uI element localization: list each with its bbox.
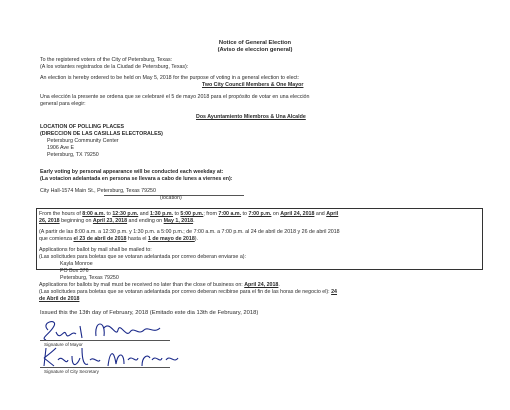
hours-line-1: From the hours of 8:00 a.m. to 12:30 p.m. and 1:30 p.m. to 5:00 p.m.; from 7:00 a.m. to 7:00 p.m. on April 24, 2018 and April [39, 211, 339, 217]
notice-title-es: (Aviso de eleccion general) [217, 47, 293, 53]
mail-line: Applications for ballot by mail shall be mailed to: [39, 247, 152, 253]
mail-line-es: (Las solicitudes para boletas que se votaran adelantada por correo deberan enviarse a): [39, 254, 247, 260]
hours-line-2: 26, 2018 beginning on April 23, 2018 and ending on May 1, 2018. [39, 218, 195, 224]
polling-city: Petersburg, TX 79250 [47, 152, 99, 158]
hours-es-line-1: (A partir de las 8:00 a.m. a 12:30 p.m. y 1:30 p.m. a 5:00 p.m.; de 7:00 a.m. a 7:00 p.m. al 24 de abril de 2018 y 26 de abril 2018 [39, 229, 340, 235]
secretary-signature-label: Signature of City Secretary [44, 369, 99, 374]
polling-heading-es: (DIRECCION DE LAS CASILLAS ELECTORALES) [40, 131, 163, 137]
mail-name: Kayla Monroe [60, 261, 93, 267]
mail-deadline-es: (Las solicitudes para boletas que se votaran adelantada por correo deberan recibirse para el fin de las horas de negocio el): 24 [39, 289, 338, 295]
offices: Two City Council Members & One Mayor [202, 82, 304, 88]
mail-box: PO Box 376 [60, 268, 89, 274]
polling-address: 1906 Ave E [47, 145, 74, 151]
offices-es: Dos Ayuntamiento Miembros & Una Alcalde [196, 114, 306, 120]
election-order-es-2: general para elegir: [40, 101, 86, 107]
early-voting-location: City Hall-1574 Main St., Petersburg, Texas 79250 [40, 188, 156, 194]
hours-es-line-2: que comienza el 23 de abril de 2018 hasta el 1 de mayo de 2018). [39, 236, 199, 242]
mayor-signature-label: Signature of Mayor [44, 342, 83, 347]
mail-city: Petersburg, Texas 79250 [60, 275, 119, 281]
location-label: (location) [160, 195, 182, 201]
notice-title: Notice of General Election [218, 40, 292, 46]
election-order-es-1: Una elección la presente se ordena que se celebraré el 5 de mayo 2018 para el propósito de votar en una elección [40, 94, 310, 100]
polling-name: Petersburg Community Center [47, 138, 119, 144]
early-voting-heading-es: (La votacion adelantada en persona se llevara a cabo de lunes a viernes en): [40, 176, 233, 182]
early-voting-heading: Early voting by personal appearance will be conducted each weekday at: [40, 169, 224, 175]
polling-heading: LOCATION OF POLLING PLACES [40, 124, 125, 130]
mail-deadline: Applications for ballots by mail must be received no later than the close of business on: April 24, 2018. [39, 282, 280, 288]
mail-deadline-es-date: de Abril de 2018 [39, 296, 80, 302]
intro-line-es: (A los votantes registrados de la Ciudad de Petersburg, Texas): [40, 64, 189, 70]
issued-line: Issued this the 13th day of February, 2018 (Emitado este dia 13th de February, 2018) [40, 310, 259, 316]
intro-line: To the registered voters of the City of Petersburg, Texas: [40, 57, 173, 63]
election-order: An election is hereby ordered to be held on May 5, 2018 for the purpose of voting in a general election to elect: [40, 75, 300, 81]
